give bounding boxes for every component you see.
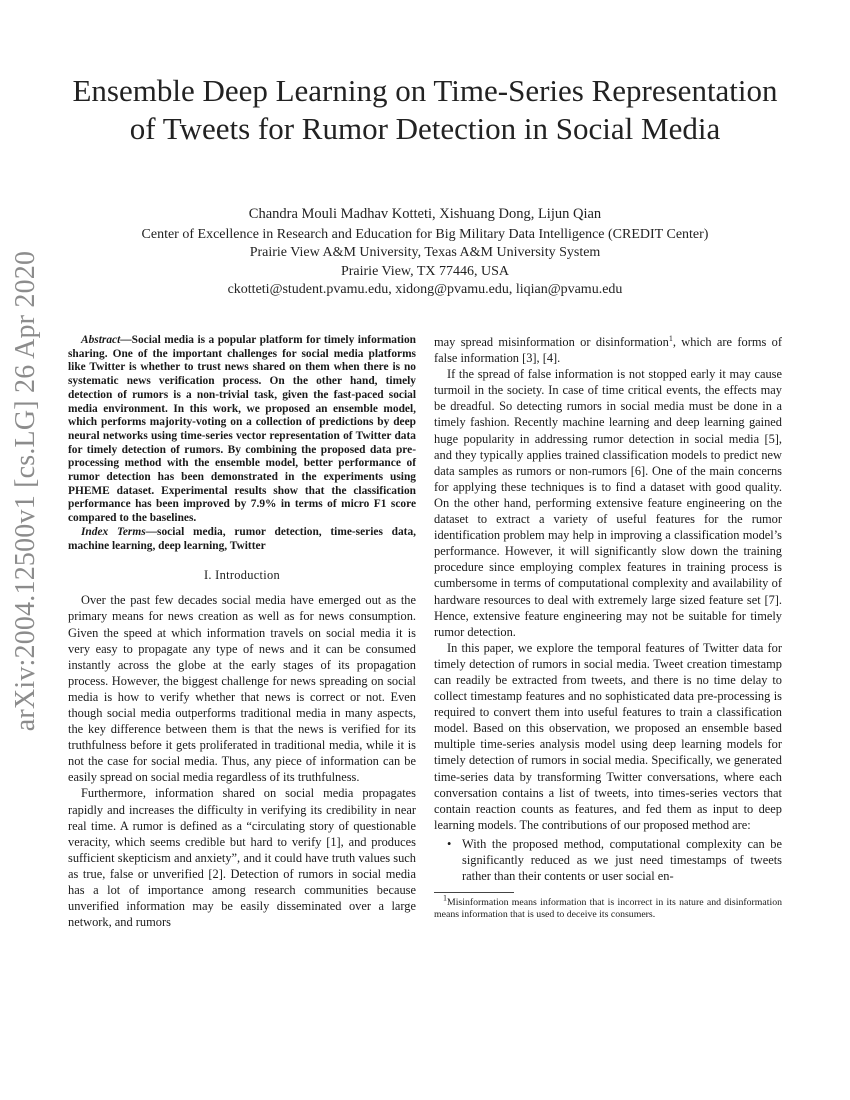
author-names: Chandra Mouli Madhav Kotteti, Xishuang Dong, Lijun Qian (248, 206, 602, 222)
body-paragraph-continuation (434, 334, 782, 366)
left-column (68, 334, 416, 930)
body-paragraph: Over the past few decades social media have emerged out as the primary means for news creation as well as for news consumption. Given the speed at which information travels on social media it is very easy to propagate any type of news and it can be consumed instantly across the globe at the early stages of its propagation process. However, the biggest challenge for news spreading on social media is how to verify whether that news is correct or not. Even though social media outperforms traditional media in many aspects, the key difference between them is that the news is verified for its truthfulness before it gets proliferated in traditional media, while it is not the case for social media. Thus, any piece of information can be easily spread on social media regardless of its truthfulness. (68, 593, 416, 785)
right-column (434, 334, 782, 922)
body-paragraph: Furthermore, information shared on social media propagates rapidly and increases the difficulty in verifying its credibility in near real time. A rumor is defined as a “circulating story of questionable veracity, which seems credible but hard to verify [1], and produces sufficient skepticism and anxiety”, and it could have truth values such as true, false or unverified [2]. Detection of rumors in social media has a lot of importance among research communities because unverified information may be easily disseminated over a large network, and rumors (68, 786, 416, 930)
footnote-number: 1 (443, 893, 447, 903)
section-heading-introduction: I. Introduction (203, 568, 281, 583)
contribution-text: With the proposed method, computational complexity can be significantly reduced as we just need timestamps of tweets rather than their contents or user social en- (462, 836, 782, 884)
affiliation-line: Prairie View, TX 77446, USA (340, 263, 510, 279)
affiliation-line: Center of Excellence in Research and Education for Big Military Data Intelligence (CREDIT Center) (141, 226, 709, 242)
affiliation-line: Prairie View A&M University, Texas A&M University System (249, 245, 601, 260)
body-paragraph: In this paper, we explore the temporal features of Twitter data for timely detection of rumors in social media. Tweet creation timestamp can readily be extracted from tweets, and there is no time delay to collect timestamp features and no sophisticated data pre-processing is required to convert them into useful features to train a classification model. Based on this observation, we proposed an ensemble based multiple time-series analysis model using deep learning models for timely detection of rumors in social media. Specifically, we generated time-series data by transforming Twitter conversations, where each conversation contains a list of tweets, into times-series vectors that contain reaction counts as features, and fed them as input to deep learning models. The contributions of our proposed method are: (434, 640, 782, 832)
abstract (68, 334, 416, 526)
body-paragraph: If the spread of false information is not stopped early it may cause turmoil in the society. In case of time critical events, the effects may be dreadful. So detecting rumors in social media must be done in a timely fashion. Recently machine learning and deep learning gained huge popularity in addressing rumor detection in social media [5], and they typically applies trained classification models to predict new data samples as rumors or non-rumors [6]. One of the main concerns for applying these techniques is to find a dataset with good quality. On the other hand, performing extensive feature engineering on the dataset to extract a variety of useful features for the rumor identification problem may help in improving a classification model’s performance. However, it will significantly slow down the training procedure since employing complex features in training process is cumbersome in terms of computational complexity and availability of hardware resources to deal with extremely large sized feature set [7]. Hence, extensive feature engineering may not be suitable for timely rumor detection. (434, 367, 782, 639)
index-terms-text: —social media, rumor detection, time-series data, machine learning, deep learning, Twitter (68, 525, 416, 552)
continuation-text: may spread misinformation or disinformation (434, 335, 669, 349)
list-item (434, 836, 782, 884)
continuation-text-tail: , which are forms of false information [3], [4]. (434, 335, 782, 366)
index-terms (68, 526, 416, 553)
contribution-list (434, 836, 782, 884)
index-terms-lead: Index Terms (81, 525, 146, 538)
footnote-marker: 1 (668, 333, 673, 343)
footnote (434, 893, 782, 921)
abstract-text: —Social media is a popular platform for timely information sharing. One of the important challenges for social media platforms like Twitter is whether to trust news shared on them when there is no systematic news verification process. On the other hand, timely detection of rumors is a non-trivial task, given the fast-paced social media environment. In this work, we proposed an ensemble model, which performs majority-voting on a collection of predictions by deep neural networks using time-series vector representation of Twitter data for timely detection of rumors. By combining the proposed data pre-processing method with the ensemble model, better performance of rumor detection has been demonstrated in the experiments using PHEME dataset. Experimental results show that the classification performance has been improved by 7.9% in terms of micro F1 score compared to the baselines. (68, 334, 416, 525)
author-block (100, 205, 750, 300)
arxiv-stamp (2, 250, 50, 732)
arxiv-stamp-text: arXiv:2004.12500v1 [cs.LG] 26 Apr 2020 (10, 250, 41, 732)
author-emails: ckotteti@student.pvamu.edu, xidong@pvamu.edu, liqian@pvamu.edu (227, 282, 623, 297)
abstract-lead: Abstract (81, 334, 121, 346)
bullet-icon: • (447, 836, 452, 851)
paper-title: Ensemble Deep Learning on Time-Series Representation of Tweets for Rumor Detection in Social Media (72, 73, 778, 146)
footnote-text: Misinformation means information that is incorrect in its nature and disinformation means information that is used to deceive its consumers. (434, 897, 782, 921)
